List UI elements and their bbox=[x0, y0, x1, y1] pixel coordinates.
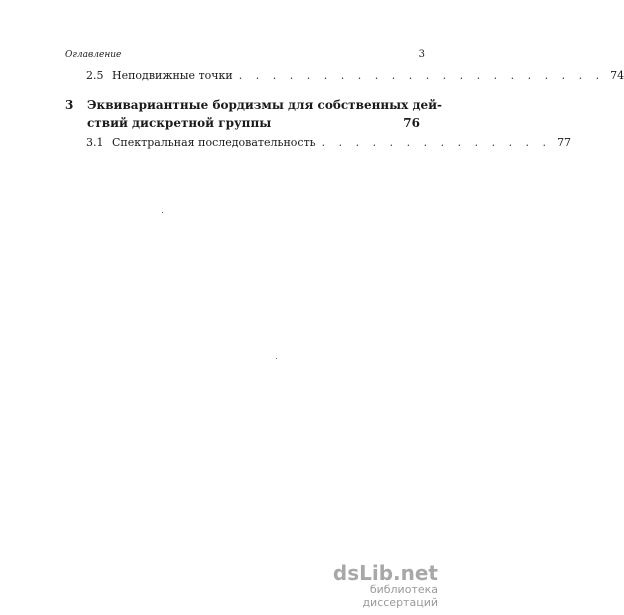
toc-entry-number: 2.5 bbox=[86, 69, 104, 82]
header-page-number: 3 bbox=[418, 49, 425, 60]
scan-speck bbox=[276, 358, 277, 359]
watermark-logo: dsLib.net bbox=[332, 561, 438, 585]
toc-entry-page: 77 bbox=[557, 136, 572, 149]
watermark-tagline: библиотека диссертаций bbox=[362, 583, 438, 609]
toc-chapter-title-line2: ствий дискретной группы bbox=[87, 116, 272, 130]
toc-entry-3-1[interactable] bbox=[86, 136, 572, 149]
toc-leader-dots: . . . . . . . . . . . . . . bbox=[321, 136, 552, 149]
toc-entry-title: Неподвижные точки bbox=[112, 69, 233, 82]
toc-entry-title: Спектральная последовательность bbox=[112, 136, 316, 149]
watermark bbox=[308, 563, 438, 609]
toc-chapter-page: 76 bbox=[403, 116, 420, 130]
toc-entry-number: 3.1 bbox=[86, 136, 104, 149]
toc-leader-dots: . . . . . . . . . . . . . . . . . . . . . . bbox=[238, 69, 605, 82]
header-title: Оглавление bbox=[65, 50, 122, 60]
toc-chapter-3[interactable] bbox=[65, 97, 443, 133]
scan-speck bbox=[162, 212, 163, 213]
running-header bbox=[65, 49, 425, 60]
toc-chapter-title-line1: Эквивариантные бордизмы для собственных дей- bbox=[87, 98, 443, 112]
toc-entry-page: 74 bbox=[610, 69, 624, 82]
toc-chapter-number: 3 bbox=[65, 98, 74, 112]
toc-entry-2-5[interactable] bbox=[86, 69, 624, 82]
